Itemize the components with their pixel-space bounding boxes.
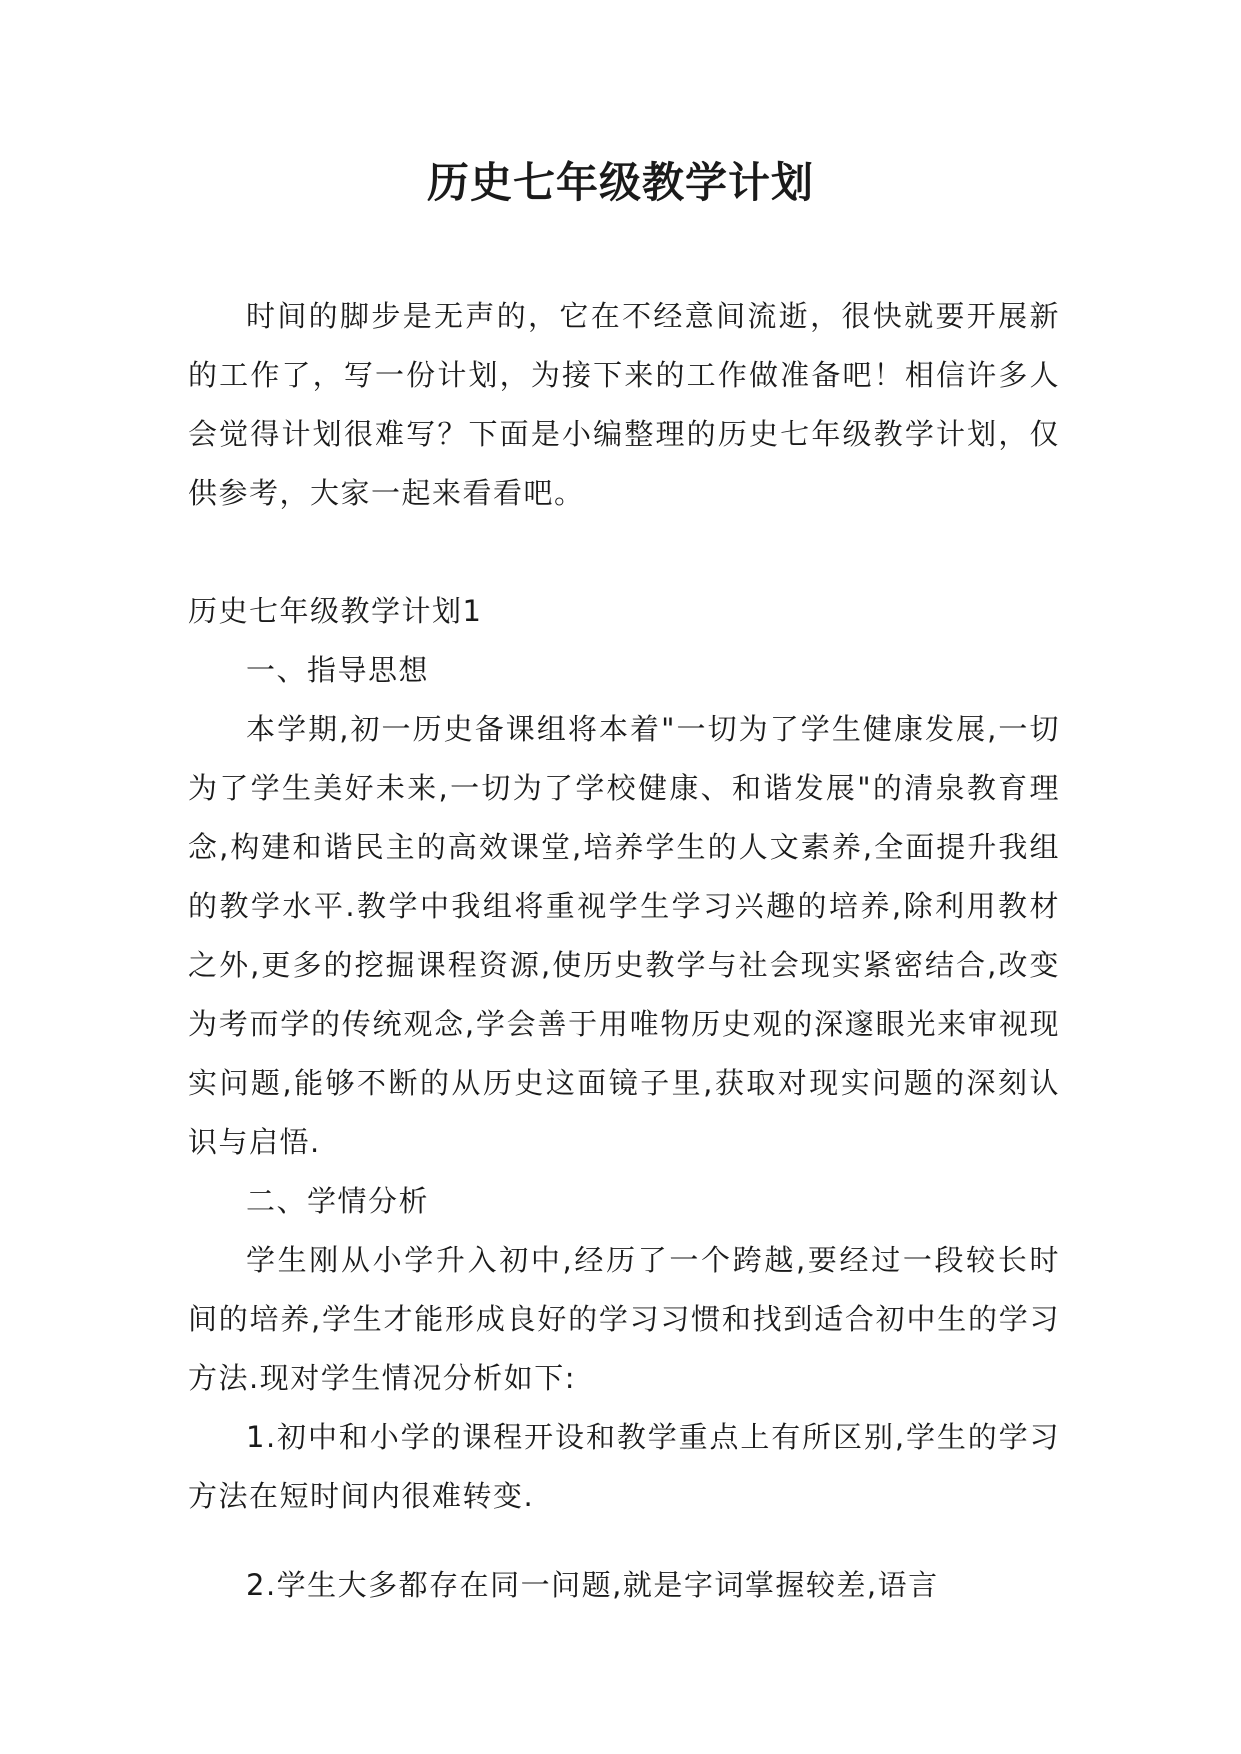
section-title: 历史七年级教学计划1 xyxy=(188,594,483,628)
analysis-item-2: 2.学生大多都存在同一问题,就是字词掌握较差,语言 xyxy=(246,1568,939,1602)
item-spacer xyxy=(188,1526,1060,1556)
paragraph-spacer xyxy=(188,523,1060,582)
intro-paragraph: 时间的脚步是无声的，它在不经意间流逝，很快就要开展新的工作了，写一份计划，为接下来的工作做准备吧！相信许多人会觉得计划很难写？下面是小编整理的历史七年级教学计划，仅供参考，大家一起来看看吧。 xyxy=(188,299,1060,510)
document-body xyxy=(188,287,1060,1615)
heading-guiding-ideology: 一、指导思想 xyxy=(246,653,430,687)
analysis-item-1: 1.初中和小学的课程开设和教学重点上有所区别,学生的学习方法在短时间内很难转变. xyxy=(188,1420,1060,1513)
guiding-ideology-paragraph: 本学期,初一历史备课组将本着"一切为了学生健康发展,一切为了学生美好未来,一切为了学校健康、和谐发展"的清泉教育理念,构建和谐民主的高效课堂,培养学生的人文素养,全面提升我组的教学水平.教学中我组将重视学生学习兴趣的培养,除利用教材之外,更多的挖掘课程资源,使历史教学与社会现实紧密结合,改变为考而学的传统观念,学会善于用唯物历史观的深邃眼光来审视现实问题,能够不断的从历史这面镜子里,获取对现实问题的深刻认识与启悟. xyxy=(188,712,1060,1159)
heading-student-analysis: 二、学情分析 xyxy=(246,1184,430,1218)
document-title: 历史七年级教学计划 xyxy=(426,158,814,207)
student-analysis-paragraph: 学生刚从小学升入初中,经历了一个跨越,要经过一段较长时间的培养,学生才能形成良好的学习习惯和找到适合初中生的学习方法.现对学生情况分析如下: xyxy=(188,1243,1060,1395)
